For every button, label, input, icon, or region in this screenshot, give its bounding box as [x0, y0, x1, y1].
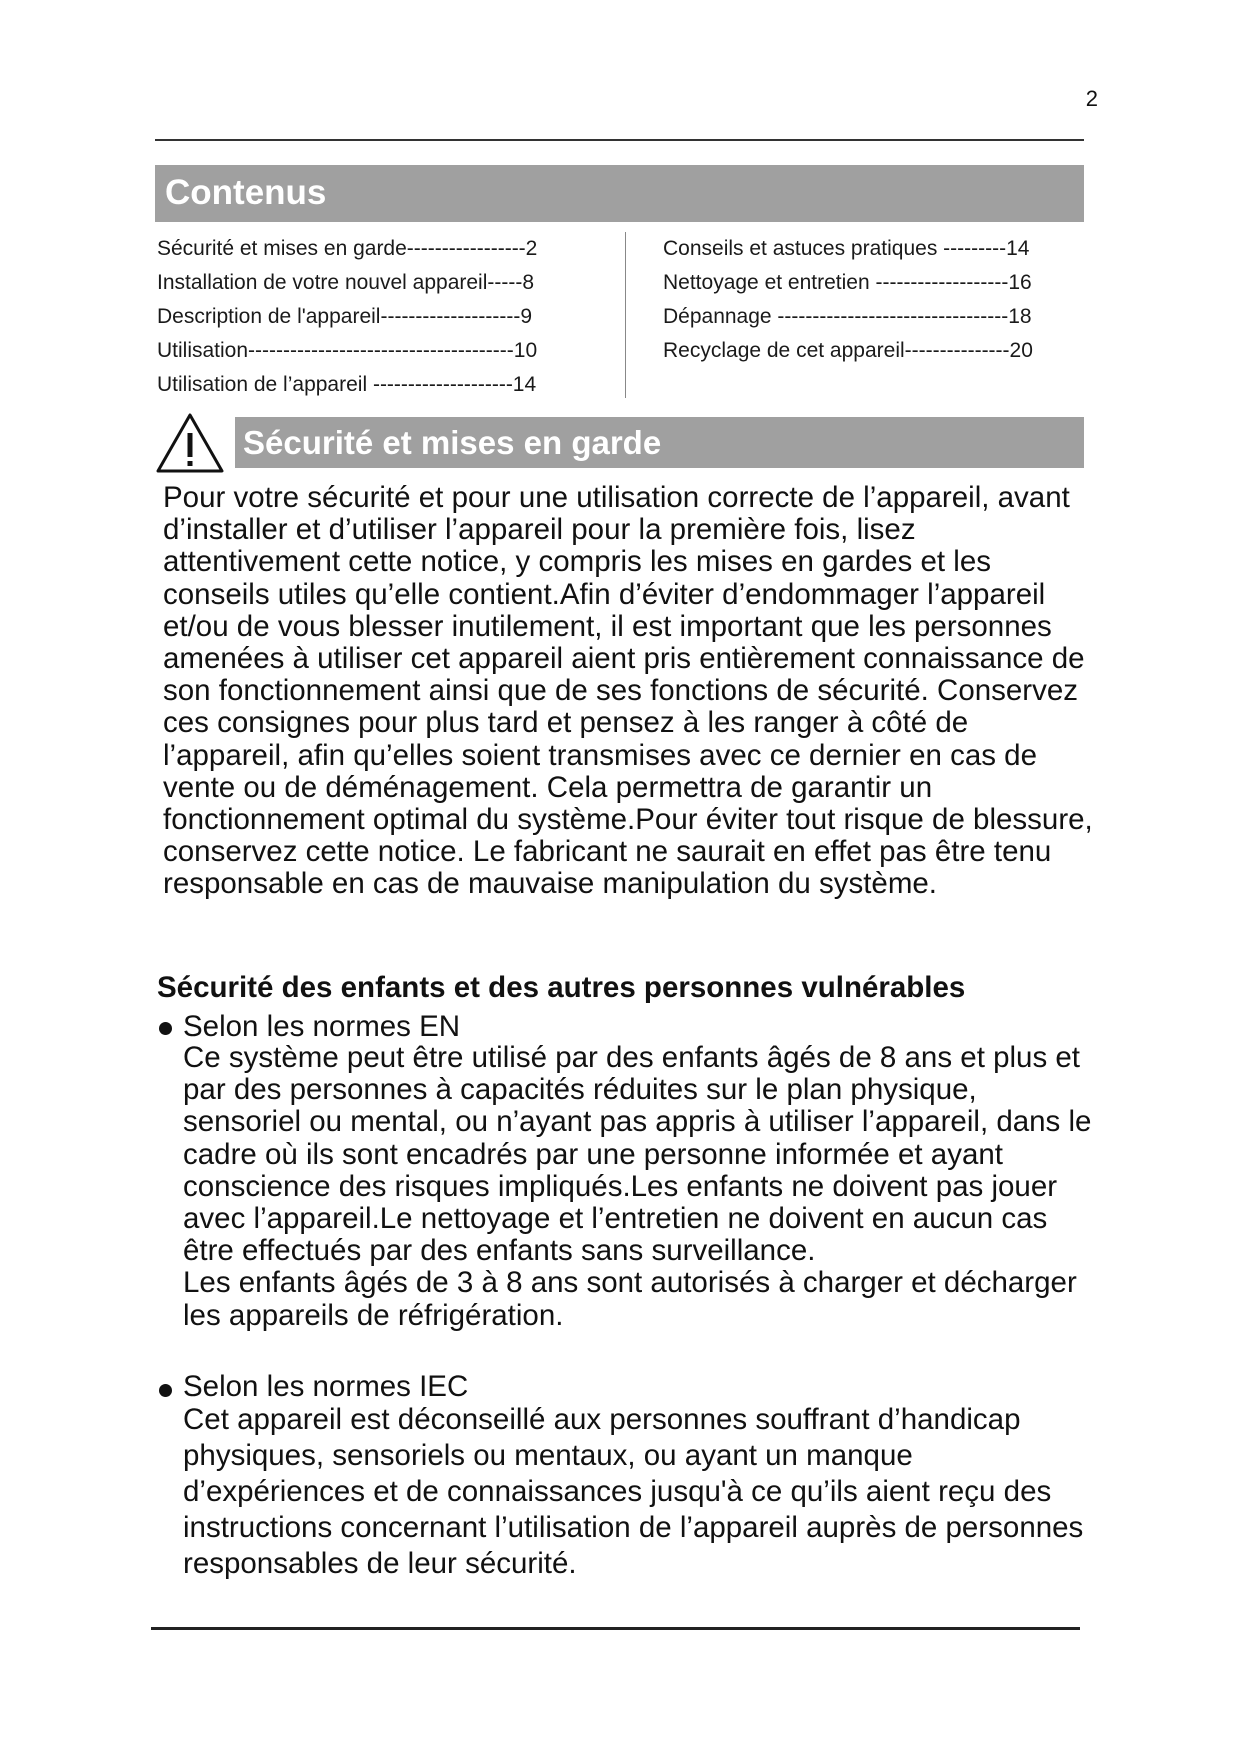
safety-intro-paragraph: Pour votre sécurité et pour une utilisation correcte de l’appareil, avant d’installer et d’utiliser l’appareil pour la première fois, lisez attentivement cette notice, y compris les mises en gardes et les conseils utiles qu’elle contient.Afin d’éviter d’endommager l’appareil et/ou de vous blesser inutilement, il est important que les personnes amenées à utiliser cet appareil aient pris entièrement connaissance de son fonctionnement ainsi que de ses fonctions de sécurité. Conservez ces consignes pour plus tard et pensez à les ranger à côté de l’appareil, afin qu’elles soient transmises avec ce dernier en cas de vente ou de déménagement. Cela permettra de garantir un fonctionnement optimal du système.Pour éviter tout risque de blessure, conservez cette notice. Le fabricant ne saurait en effet pas être tenu responsable en cas de mauvaise manipulation du système.	[163, 481, 1093, 901]
toc-item[interactable]: Sécurité et mises en garde-----------------2	[157, 237, 538, 260]
bullet-body-paragraph: Les enfants âgés de 3 à 8 ans sont autorisés à charger et décharger les appareils de réfrigération.	[183, 1266, 1077, 1332]
bullet-body: Cet appareil est déconseillé aux personnes souffrant d’handicap physiques, sensoriels ou mentaux, ou ayant un manque d’expériences et de connaissances jusqu'à ce qu’ils aient reçu des instructions concernant l’utilisation de l’appareil auprès de personnes responsables de leur sécurité.	[183, 1403, 1084, 1580]
contents-title: Contenus	[165, 173, 327, 212]
toc-item[interactable]: Description de l'appareil--------------------9	[157, 305, 533, 328]
toc-item[interactable]: Dépannage ---------------------------------18	[663, 305, 1032, 328]
bullet-title: Selon les normes IEC	[183, 1370, 469, 1403]
toc-item[interactable]: Conseils et astuces pratiques ---------14	[663, 237, 1030, 260]
toc-item[interactable]: Installation de votre nouvel appareil-----8	[157, 271, 535, 294]
bullet-icon	[159, 1384, 172, 1397]
bottom-divider	[151, 1627, 1080, 1630]
toc-right-column	[663, 232, 1033, 368]
warning-triangle-icon	[155, 412, 225, 474]
bullet-body	[183, 1042, 1093, 1332]
bullet-icon	[159, 1022, 172, 1035]
bullet-title: Selon les normes EN	[183, 1010, 461, 1043]
toc-left-column	[157, 232, 537, 402]
toc-column-divider	[625, 232, 626, 398]
page-number: 2	[1085, 86, 1098, 111]
bullet-body-paragraph: Ce système peut être utilisé par des enfants âgés de 8 ans et plus et par des personnes à capacités réduites sur le plan physique, sensoriel ou mental, ou n’ayant pas appris à utiliser l’appareil, dans le cadre où ils sont encadrés par une personne informée et ayant conscience des risques impliqués.Les enfants ne doivent pas jouer avec l’appareil.Le nettoyage et l’entretien ne doivent en aucun cas être effectués par des enfants sans surveillance.	[183, 1041, 1092, 1268]
top-divider	[155, 139, 1084, 141]
toc-item[interactable]: Utilisation de l’appareil --------------------14	[157, 373, 537, 396]
toc-item[interactable]: Utilisation--------------------------------------10	[157, 339, 538, 362]
safety-section-title: Sécurité et mises en garde	[243, 424, 662, 461]
toc-item[interactable]: Recyclage de cet appareil---------------20	[663, 339, 1033, 362]
contents-header	[155, 165, 1084, 222]
toc-item[interactable]: Nettoyage et entretien -------------------16	[663, 271, 1032, 294]
safety-section-header	[235, 417, 1084, 468]
vulnerable-persons-subheading: Sécurité des enfants et des autres personnes vulnérables	[157, 971, 966, 1004]
